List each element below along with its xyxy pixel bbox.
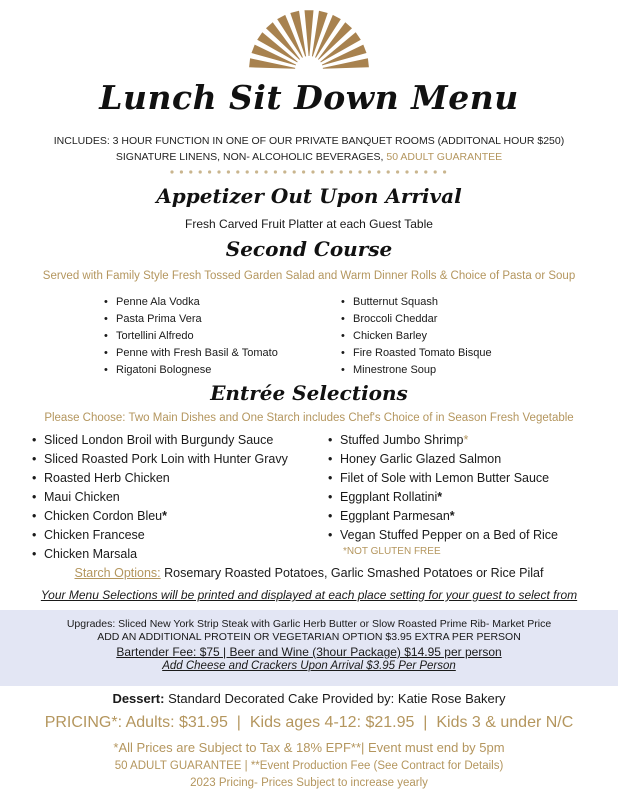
divider-dot [330,170,333,173]
list-item: • Tortellini Alfredo [102,328,278,345]
starch-options [0,566,618,580]
entree-name: Stuffed Jumbo Shrimp [340,433,464,447]
logo-ray [305,10,314,56]
divider-dot [170,170,173,173]
divider-dot [208,170,211,173]
includes-line-2 [0,151,618,163]
divider-dot [199,170,202,173]
list-item [326,488,558,507]
entree-name: Vegan Stuffed Pepper on a Bed of Rice [340,528,558,542]
list-item [326,469,558,488]
entree-name: Honey Garlic Glazed Salmon [340,452,502,466]
divider-dot [340,170,343,173]
divider-dot [321,170,324,173]
list-item [30,488,288,507]
divider-dot [443,170,446,173]
divider-dot [349,170,352,173]
divider-dot [293,170,296,173]
divider-dot [377,170,380,173]
dessert-label: Dessert: [112,691,165,706]
divider-dot [358,170,361,173]
entree-name: Roasted Herb Chicken [44,471,170,485]
divider-dot [396,170,399,173]
list-item [30,545,288,564]
upgrades-panel [0,610,618,686]
divider-dot [217,170,220,173]
entree-name: Sliced London Broil with Burgundy Sauce [44,433,274,447]
includes-line-2-text: SIGNATURE LINENS, NON- ALCOHOLIC BEVERAGES, [115,151,384,163]
divider-dot [302,170,305,173]
guarantee-note: 50 ADULT GUARANTEE | **Event Production Fee (See Contract for Details) [114,760,504,772]
bartender-fee: Bartender Fee: $75 | Beer and Wine (3hour Package) $14.95 per person [116,645,502,659]
divider-dot [424,170,427,173]
entree-name: Filet of Sole with Lemon Butter Sauce [340,471,550,485]
tax-note: *All Prices are Subject to Tax & 18% EPF**| Event must end by 5pm [113,740,505,755]
list-item: • Butternut Squash [339,294,492,311]
divider-dot [387,170,390,173]
entree-name: Chicken Francese [44,528,145,542]
list-item [326,450,558,469]
entree-mark: * [162,509,167,523]
divider-dot [189,170,192,173]
upgrades-line-1: Upgrades: Sliced New York Strip Steak with Garlic Herb Butter or Slow Roasted Prime Rib- Market Price [66,618,552,630]
entree-name: Eggplant Rollatini [340,490,438,504]
list-item [326,526,558,545]
entree-name: Sliced Roasted Pork Loin with Hunter Gravy [44,452,288,466]
list-item: • Minestrone Soup [339,362,492,379]
pasta-list [102,294,278,379]
logo-ray [323,58,369,68]
list-item: • Fire Roasted Tomato Bisque [339,345,492,362]
upgrades-line-2: ADD AN ADDITIONAL PROTEIN OR VEGETARIAN OPTION $3.95 EXTRA PER PERSON [97,631,521,643]
entree-list-left [30,431,288,564]
menu-title: Lunch Sit Down Menu [99,78,519,117]
entree-name: Chicken Marsala [44,547,138,561]
divider-dot [255,170,258,173]
entree-mark: * [437,490,443,504]
divider-dot [264,170,267,173]
dotted-divider [168,166,450,178]
list-item [326,507,558,526]
entree-name: Maui Chicken [44,490,120,504]
dessert-line [0,691,618,706]
divider-dot [180,170,183,173]
entree-name: Eggplant Parmesan [340,509,450,523]
includes-line-1: INCLUDES: 3 HOUR FUNCTION IN ONE OF OUR PRIVATE BANQUET ROOMS (ADDITONAL HOUR $250) [53,135,565,147]
entree-list-right [326,431,558,545]
entree-heading: Entrée Selections [210,381,408,405]
appetizer-text: Fresh Carved Fruit Platter at each Guest Table [185,217,433,231]
list-item: • Broccoli Cheddar [339,311,492,328]
logo-ray [249,58,295,68]
appetizer-heading: Appetizer Out Upon Arrival [156,184,462,208]
list-item: • Rigatoni Bolognese [102,362,278,379]
list-item [30,469,288,488]
list-item [30,431,288,450]
soup-list [339,294,492,379]
divider-dot [236,170,239,173]
divider-dot [434,170,437,173]
guarantee-highlight: 50 ADULT GUARANTEE [386,151,503,163]
list-item [30,507,288,526]
list-item [326,431,558,450]
entree-mark: * [449,509,455,523]
divider-dot [246,170,249,173]
entree-mark: * [463,433,469,447]
starch-label: Starch Options: [74,566,161,580]
sunburst-logo-icon [242,6,376,72]
divider-dot [415,170,418,173]
list-item: • Chicken Barley [339,328,492,345]
entree-subtitle: Please Choose: Two Main Dishes and One Starch includes Chef's Choice of in Season Fresh Vegetable [44,412,574,424]
pricing-line: PRICING*: Adults: $31.95 | Kids ages 4-12: $21.95 | Kids 3 & under N/C [44,714,574,731]
starch-text: Rosemary Roasted Potatoes, Garlic Smashed Potatoes or Rice Pilaf [164,566,544,580]
divider-dot [368,170,371,173]
second-course-heading: Second Course [225,237,393,261]
gluten-note: *NOT GLUTEN FREE [343,546,441,557]
list-item: • Penne with Fresh Basil & Tomato [102,345,278,362]
divider-dot [311,170,314,173]
second-course-subtitle: Served with Family Style Fresh Tossed Garden Salad and Warm Dinner Rolls & Choice of Pasta or Soup [42,270,576,282]
dessert-text: Standard Decorated Cake Provided by: Katie Rose Bakery [168,691,506,706]
cheese-crackers-addon: Add Cheese and Crackers Upon Arrival $3.95 Per Person [162,660,456,672]
list-item: • Pasta Prima Vera [102,311,278,328]
divider-dot [405,170,408,173]
place-setting-note: Your Menu Selections will be printed and displayed at each place setting for your guest to select from [40,588,578,602]
divider-dot [227,170,230,173]
entree-name: Chicken Cordon Bleu [44,509,163,523]
pricing-year-note: 2023 Pricing- Prices Subject to increase yearly [190,777,428,789]
list-item [30,450,288,469]
list-item [30,526,288,545]
divider-dot [274,170,277,173]
divider-dot [283,170,286,173]
list-item: • Penne Ala Vodka [102,294,278,311]
